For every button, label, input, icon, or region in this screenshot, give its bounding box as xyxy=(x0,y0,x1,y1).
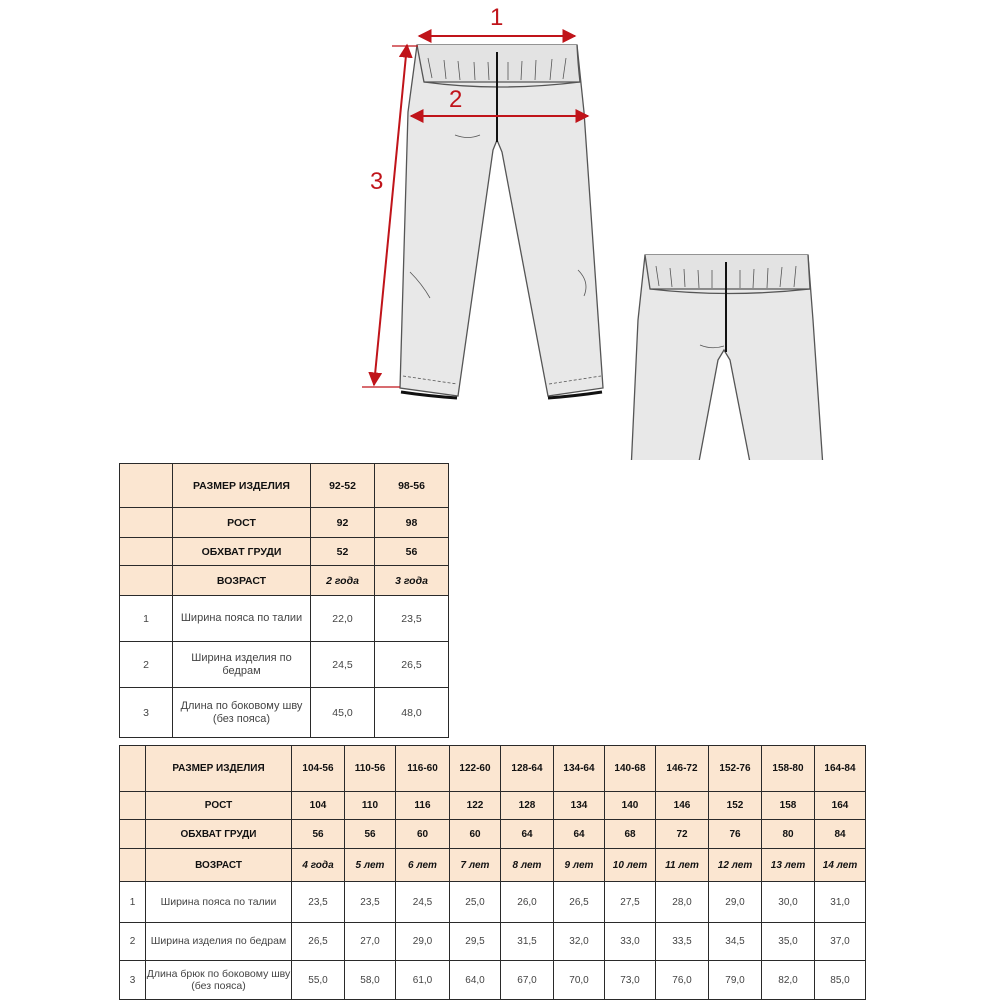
table-corner-cell xyxy=(120,538,173,566)
measurement-value: 27,5 xyxy=(605,882,656,923)
measurement-value: 26,0 xyxy=(501,882,554,923)
header-value: 146 xyxy=(656,792,709,820)
measure-label-3: 3 xyxy=(370,168,384,195)
measurement-value: 58,0 xyxy=(345,961,396,1000)
header-value: 60 xyxy=(396,820,450,849)
header-value: 72 xyxy=(656,820,709,849)
header-value: 152-76 xyxy=(709,746,762,792)
header-row xyxy=(120,508,449,538)
header-row xyxy=(120,849,866,882)
measure-label-2: 2 xyxy=(449,86,463,113)
pants-back-view xyxy=(625,255,832,460)
header-label: РОСТ xyxy=(173,508,311,538)
header-value: 98 xyxy=(375,508,449,538)
header-value: 5 лет xyxy=(345,849,396,882)
measurement-value: 33,5 xyxy=(656,923,709,961)
header-value: 84 xyxy=(815,820,866,849)
header-value: 92-52 xyxy=(311,464,375,508)
header-value: 12 лет xyxy=(709,849,762,882)
measurement-value: 67,0 xyxy=(501,961,554,1000)
measurement-number: 2 xyxy=(120,642,173,688)
measurement-value: 55,0 xyxy=(292,961,345,1000)
measurement-value: 37,0 xyxy=(815,923,866,961)
measurement-value: 45,0 xyxy=(311,688,375,738)
measurement-value: 32,0 xyxy=(554,923,605,961)
measurement-value: 48,0 xyxy=(375,688,449,738)
header-value: 98-56 xyxy=(375,464,449,508)
header-value: 158 xyxy=(762,792,815,820)
table-row xyxy=(120,923,866,961)
measurement-value: 79,0 xyxy=(709,961,762,1000)
header-value: 134 xyxy=(554,792,605,820)
measurement-value: 82,0 xyxy=(762,961,815,1000)
measurement-value: 27,0 xyxy=(345,923,396,961)
measurement-name: Ширина пояса по талии xyxy=(146,882,292,923)
measurement-name: Длина по боковому шву (без пояса) xyxy=(173,688,311,738)
table-corner-cell xyxy=(120,566,173,596)
header-label: РАЗМЕР ИЗДЕЛИЯ xyxy=(146,746,292,792)
header-value: 164 xyxy=(815,792,866,820)
measurement-value: 25,0 xyxy=(450,882,501,923)
measurement-name: Длина брюк по боковому шву (без пояса) xyxy=(146,961,292,1000)
header-value: 128-64 xyxy=(501,746,554,792)
header-value: 4 года xyxy=(292,849,345,882)
measure-label-1: 1 xyxy=(490,4,504,31)
header-value: 3 года xyxy=(375,566,449,596)
table-row xyxy=(120,596,449,642)
header-value: 104 xyxy=(292,792,345,820)
header-value: 128 xyxy=(501,792,554,820)
header-value: 7 лет xyxy=(450,849,501,882)
table-row xyxy=(120,642,449,688)
measurement-value: 73,0 xyxy=(605,961,656,1000)
header-value: 13 лет xyxy=(762,849,815,882)
measurement-name: Ширина изделия по бедрам xyxy=(146,923,292,961)
header-row xyxy=(120,538,449,566)
table-corner-cell xyxy=(120,464,173,508)
measurement-value: 26,5 xyxy=(375,642,449,688)
measurement-value: 64,0 xyxy=(450,961,501,1000)
header-value: 2 года xyxy=(311,566,375,596)
header-value: 6 лет xyxy=(396,849,450,882)
header-row xyxy=(120,464,449,508)
measurement-value: 35,0 xyxy=(762,923,815,961)
table-corner-cell xyxy=(120,792,146,820)
table-corner-cell xyxy=(120,746,146,792)
header-label: ОБХВАТ ГРУДИ xyxy=(173,538,311,566)
measurement-value: 30,0 xyxy=(762,882,815,923)
header-value: 140 xyxy=(605,792,656,820)
table-corner-cell xyxy=(120,820,146,849)
measurement-value: 24,5 xyxy=(396,882,450,923)
measurement-value: 23,5 xyxy=(292,882,345,923)
measurement-name: Ширина пояса по талии xyxy=(173,596,311,642)
measurement-value: 29,5 xyxy=(450,923,501,961)
measurement-number: 1 xyxy=(120,596,173,642)
header-value: 10 лет xyxy=(605,849,656,882)
header-value: 146-72 xyxy=(656,746,709,792)
measurement-value: 23,5 xyxy=(345,882,396,923)
table-row xyxy=(120,961,866,1000)
header-value: 60 xyxy=(450,820,501,849)
header-value: 116-60 xyxy=(396,746,450,792)
header-value: 56 xyxy=(345,820,396,849)
header-value: 158-80 xyxy=(762,746,815,792)
pants-front-view xyxy=(400,45,603,398)
header-value: 164-84 xyxy=(815,746,866,792)
measurement-number: 3 xyxy=(120,688,173,738)
header-value: 116 xyxy=(396,792,450,820)
measurement-number: 3 xyxy=(120,961,146,1000)
measurement-value: 23,5 xyxy=(375,596,449,642)
header-label: РАЗМЕР ИЗДЕЛИЯ xyxy=(173,464,311,508)
measurement-value: 28,0 xyxy=(656,882,709,923)
header-value: 68 xyxy=(605,820,656,849)
measurement-value: 70,0 xyxy=(554,961,605,1000)
header-value: 52 xyxy=(311,538,375,566)
header-value: 8 лет xyxy=(501,849,554,882)
header-label: РОСТ xyxy=(146,792,292,820)
header-row xyxy=(120,792,866,820)
header-value: 80 xyxy=(762,820,815,849)
table-row xyxy=(120,688,449,738)
header-value: 9 лет xyxy=(554,849,605,882)
measurement-value: 26,5 xyxy=(554,882,605,923)
header-value: 92 xyxy=(311,508,375,538)
measurement-value: 33,0 xyxy=(605,923,656,961)
header-value: 110 xyxy=(345,792,396,820)
header-value: 64 xyxy=(554,820,605,849)
measurement-value: 61,0 xyxy=(396,961,450,1000)
measurement-number: 1 xyxy=(120,882,146,923)
measurement-value: 76,0 xyxy=(656,961,709,1000)
header-row xyxy=(120,746,866,792)
header-value: 14 лет xyxy=(815,849,866,882)
measurement-value: 34,5 xyxy=(709,923,762,961)
header-value: 122-60 xyxy=(450,746,501,792)
measurement-value: 85,0 xyxy=(815,961,866,1000)
measurement-value: 31,5 xyxy=(501,923,554,961)
header-label: ОБХВАТ ГРУДИ xyxy=(146,820,292,849)
measurement-value: 26,5 xyxy=(292,923,345,961)
measurement-name: Ширина изделия по бедрам xyxy=(173,642,311,688)
header-row xyxy=(120,820,866,849)
header-row xyxy=(120,566,449,596)
header-value: 64 xyxy=(501,820,554,849)
header-value: 11 лет xyxy=(656,849,709,882)
measurement-value: 29,0 xyxy=(709,882,762,923)
table-corner-cell xyxy=(120,508,173,538)
header-value: 152 xyxy=(709,792,762,820)
header-label: ВОЗРАСТ xyxy=(173,566,311,596)
measurement-value: 24,5 xyxy=(311,642,375,688)
header-value: 122 xyxy=(450,792,501,820)
size-table-small xyxy=(119,463,449,738)
table-row xyxy=(120,882,866,923)
header-label: ВОЗРАСТ xyxy=(146,849,292,882)
header-value: 76 xyxy=(709,820,762,849)
measurement-value: 29,0 xyxy=(396,923,450,961)
header-value: 140-68 xyxy=(605,746,656,792)
measurement-value: 31,0 xyxy=(815,882,866,923)
header-value: 134-64 xyxy=(554,746,605,792)
measurement-value: 22,0 xyxy=(311,596,375,642)
header-value: 56 xyxy=(375,538,449,566)
table-corner-cell xyxy=(120,849,146,882)
header-value: 110-56 xyxy=(345,746,396,792)
size-table-large xyxy=(119,745,866,1000)
measurement-number: 2 xyxy=(120,923,146,961)
header-value: 104-56 xyxy=(292,746,345,792)
pants-technical-drawing xyxy=(0,0,1000,460)
header-value: 56 xyxy=(292,820,345,849)
